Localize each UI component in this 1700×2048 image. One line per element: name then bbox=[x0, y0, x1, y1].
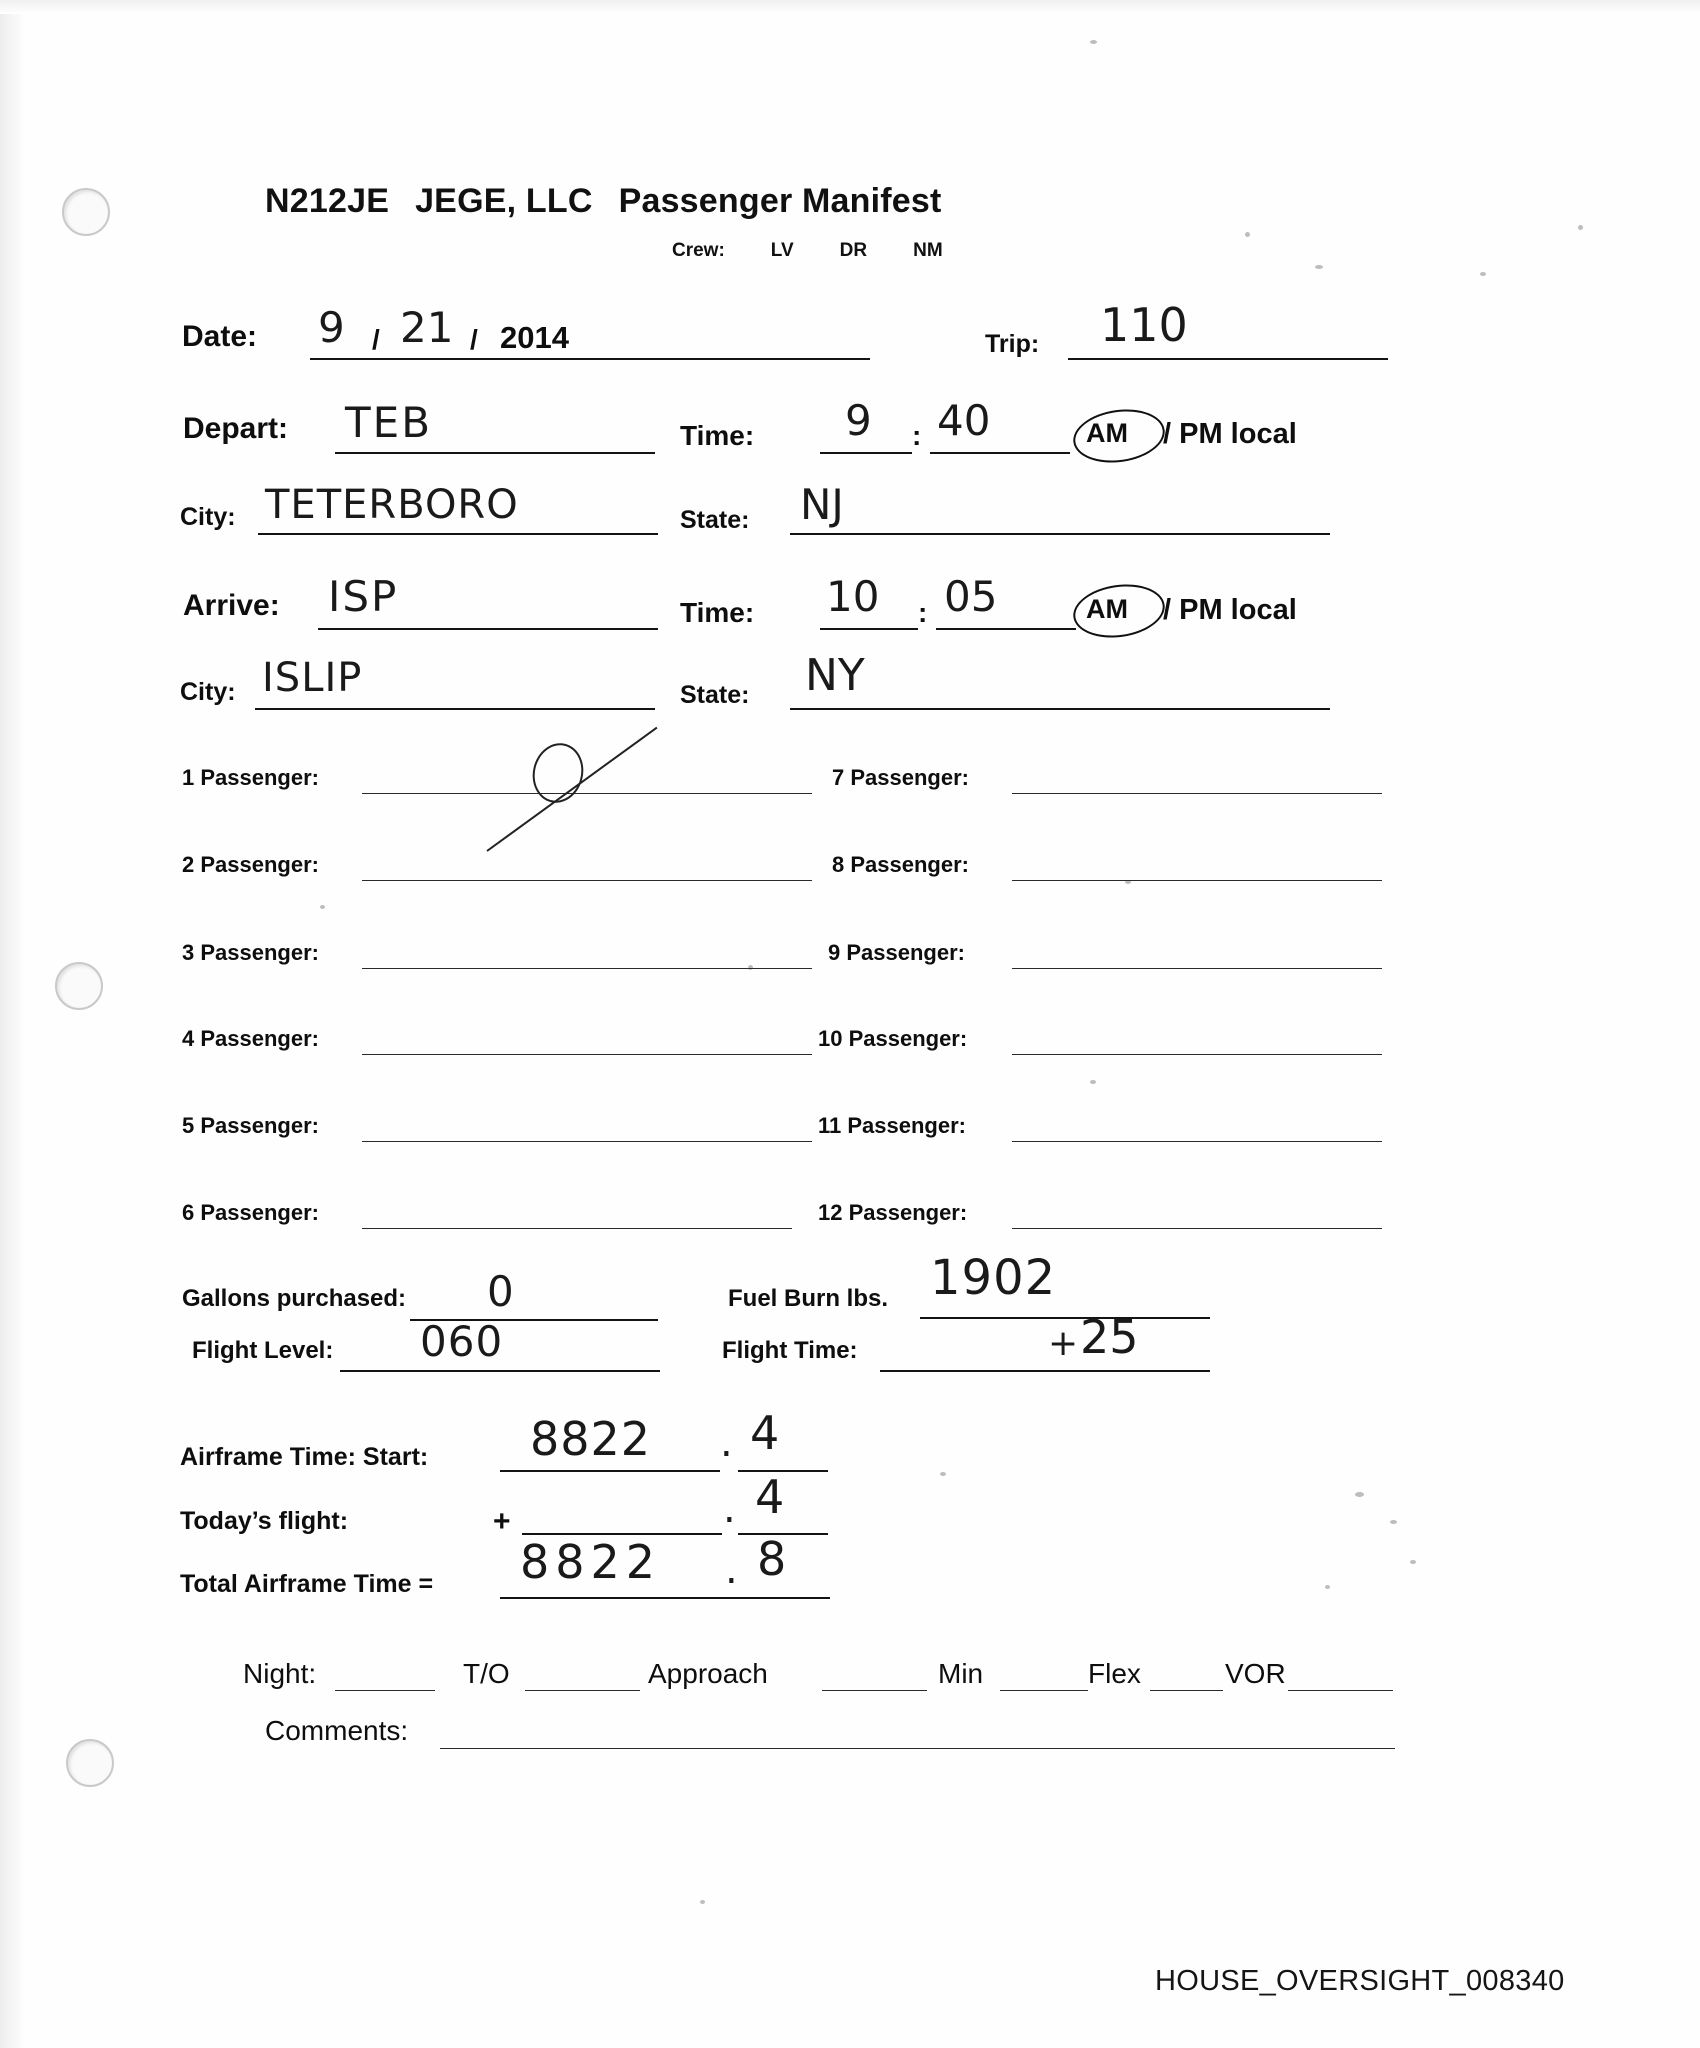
scan-speck bbox=[1325, 1585, 1330, 1589]
scan-speck bbox=[1390, 1520, 1397, 1524]
date-slash-1: / bbox=[372, 324, 380, 355]
arrive-min-rule bbox=[936, 628, 1076, 630]
fuel-burn-rule bbox=[920, 1317, 1210, 1319]
passenger-label-4: 4 Passenger: bbox=[182, 1026, 319, 1051]
date-month-value: 9 bbox=[318, 303, 345, 352]
todays-flight-frac: 4 bbox=[755, 1470, 785, 1524]
arrive-ampm-text: / PM local bbox=[1163, 594, 1297, 626]
depart-label: Depart: bbox=[183, 412, 289, 445]
vor-label: VOR bbox=[1225, 1658, 1286, 1689]
passenger-label-8: 8 Passenger: bbox=[832, 852, 969, 877]
passenger-label-5: 5 Passenger: bbox=[182, 1113, 319, 1138]
date-slash-2: / bbox=[470, 324, 478, 355]
passenger-rule-4 bbox=[362, 1054, 812, 1055]
total-airframe-whole: 8822 bbox=[520, 1535, 662, 1589]
comments-label: Comments: bbox=[265, 1715, 409, 1746]
approach-rule bbox=[822, 1690, 927, 1691]
depart-city-value: TETERBORO bbox=[265, 482, 519, 528]
airframe-start-label: Airframe Time: Start: bbox=[180, 1443, 429, 1471]
scan-speck bbox=[1245, 232, 1250, 237]
scan-speck bbox=[940, 1472, 946, 1476]
total-airframe-label: Total Airframe Time = bbox=[180, 1570, 434, 1598]
depart-city-rule bbox=[258, 533, 658, 535]
crew-member-3: NM bbox=[913, 240, 943, 261]
depart-field-rule bbox=[335, 452, 655, 454]
arrive-state-rule bbox=[790, 708, 1330, 710]
date-year-value: 2014 bbox=[500, 320, 569, 355]
arrive-airport-value: ISP bbox=[328, 572, 399, 621]
arrive-time-min: 05 bbox=[944, 572, 998, 621]
depart-state-label: State: bbox=[680, 506, 750, 534]
punch-hole-bottom bbox=[66, 1739, 114, 1787]
flight-time-label: Flight Time: bbox=[722, 1337, 858, 1364]
operator-name: JEGE, LLC bbox=[415, 182, 593, 220]
arrive-time-hour: 10 bbox=[826, 572, 880, 621]
comments-rule bbox=[440, 1748, 1395, 1749]
scan-speck bbox=[1578, 225, 1583, 230]
passenger-label-1: 1 Passenger: bbox=[182, 765, 319, 790]
passenger-label-11: 11 Passenger: bbox=[818, 1113, 966, 1138]
passenger-rule-2 bbox=[362, 880, 812, 881]
arrive-hour-rule bbox=[820, 628, 918, 630]
depart-time-min: 40 bbox=[937, 396, 991, 445]
scan-speck bbox=[1090, 40, 1097, 44]
punch-hole-middle bbox=[55, 962, 103, 1010]
depart-time-colon: : bbox=[912, 420, 922, 451]
passenger-rule-11 bbox=[1012, 1141, 1382, 1142]
flex-rule bbox=[1150, 1690, 1223, 1691]
flex-label: Flex bbox=[1088, 1658, 1141, 1689]
depart-time-label: Time: bbox=[680, 420, 755, 451]
todays-flight-dot: . bbox=[723, 1486, 736, 1532]
flight-time-value: 25 bbox=[1080, 1310, 1139, 1364]
passenger-label-9: 9 Passenger: bbox=[828, 940, 965, 965]
flight-time-rule bbox=[880, 1370, 1210, 1372]
trip-field-rule bbox=[1068, 358, 1388, 360]
passenger-label-7: 7 Passenger: bbox=[832, 765, 969, 790]
scan-edge-shading-top bbox=[0, 0, 1700, 14]
crew-line bbox=[672, 240, 943, 262]
arrive-state-label: State: bbox=[680, 681, 750, 709]
arrive-city-label: City: bbox=[180, 678, 236, 706]
scan-speck bbox=[700, 1900, 705, 1904]
todays-flight-plus: + bbox=[493, 1505, 511, 1538]
depart-state-rule bbox=[790, 533, 1330, 535]
total-airframe-frac: 8 bbox=[757, 1532, 787, 1586]
takeoff-label: T/O bbox=[463, 1658, 510, 1689]
trip-value: 110 bbox=[1100, 298, 1188, 352]
airframe-start-frac: 4 bbox=[750, 1406, 780, 1460]
approach-label: Approach bbox=[648, 1658, 768, 1689]
bates-stamp: HOUSE_OVERSIGHT_008340 bbox=[1155, 1965, 1565, 1997]
scan-speck bbox=[1480, 272, 1486, 276]
arrive-time-colon: : bbox=[918, 597, 928, 628]
night-label: Night: bbox=[243, 1658, 317, 1689]
scan-speck bbox=[1315, 265, 1323, 269]
date-day-value: 21 bbox=[400, 303, 454, 352]
total-airframe-rule bbox=[500, 1597, 830, 1599]
tail-number: N212JE bbox=[265, 182, 390, 220]
passenger-rule-8 bbox=[1012, 880, 1382, 881]
passenger-rule-12 bbox=[1012, 1228, 1382, 1229]
scan-speck bbox=[1090, 1080, 1096, 1084]
passenger-rule-1 bbox=[362, 793, 812, 794]
passenger-label-6: 6 Passenger: bbox=[182, 1200, 319, 1225]
takeoff-rule bbox=[525, 1690, 640, 1691]
airframe-start-dot: . bbox=[720, 1420, 733, 1466]
depart-hour-rule bbox=[820, 452, 912, 454]
arrive-field-rule bbox=[318, 628, 658, 630]
depart-time-hour: 9 bbox=[845, 396, 872, 445]
passenger-label-2: 2 Passenger: bbox=[182, 852, 319, 877]
gallons-purchased-value: 0 bbox=[487, 1267, 514, 1316]
passenger-label-12: 12 Passenger: bbox=[818, 1200, 968, 1225]
date-field-rule bbox=[310, 358, 870, 360]
min-label: Min bbox=[938, 1658, 984, 1689]
min-rule bbox=[1000, 1690, 1088, 1691]
arrive-label: Arrive: bbox=[183, 589, 280, 622]
scan-edge-shading-left bbox=[0, 0, 26, 2048]
depart-ampm-text: / PM local bbox=[1163, 418, 1297, 450]
passenger-rule-7 bbox=[1012, 793, 1382, 794]
form-title bbox=[265, 182, 942, 221]
passenger-rule-9 bbox=[1012, 968, 1382, 969]
date-label: Date: bbox=[182, 320, 258, 353]
fuel-burn-label: Fuel Burn lbs. bbox=[728, 1285, 889, 1312]
crew-member-1: LV bbox=[770, 240, 794, 261]
passenger-label-10: 10 Passenger: bbox=[818, 1026, 968, 1051]
todays-flight-label: Today’s flight: bbox=[180, 1507, 349, 1535]
gallons-purchased-label: Gallons purchased: bbox=[182, 1285, 407, 1312]
arrive-city-rule bbox=[255, 708, 655, 710]
flight-time-plus: + bbox=[1048, 1323, 1079, 1364]
airframe-start-whole: 8822 bbox=[530, 1412, 652, 1466]
depart-city-label: City: bbox=[180, 503, 236, 531]
no-passengers-zero-mark bbox=[526, 738, 589, 808]
airframe-start-rule bbox=[500, 1470, 720, 1472]
passenger-rule-5 bbox=[362, 1141, 812, 1142]
depart-min-rule bbox=[930, 452, 1070, 454]
total-airframe-dot: . bbox=[725, 1547, 738, 1593]
flight-level-value: 060 bbox=[420, 1317, 504, 1366]
depart-ampm-selected: AM bbox=[1086, 418, 1128, 448]
depart-state-value: NJ bbox=[800, 480, 844, 529]
flight-level-label: Flight Level: bbox=[192, 1337, 334, 1364]
scan-speck bbox=[320, 905, 325, 909]
passenger-rule-3 bbox=[362, 968, 812, 969]
passenger-rule-6 bbox=[362, 1228, 792, 1229]
punch-hole-top bbox=[62, 188, 110, 236]
trip-label: Trip: bbox=[985, 330, 1040, 358]
crew-member-2: DR bbox=[839, 240, 868, 261]
document-title: Passenger Manifest bbox=[618, 182, 942, 220]
arrive-city-value: ISLIP bbox=[262, 655, 363, 701]
scan-speck bbox=[1410, 1560, 1416, 1564]
flight-level-rule bbox=[340, 1370, 660, 1372]
arrive-ampm-selected: AM bbox=[1086, 594, 1128, 624]
scan-speck bbox=[1355, 1492, 1364, 1497]
depart-airport-value: TEB bbox=[345, 398, 433, 447]
night-rule bbox=[335, 1690, 435, 1691]
fuel-burn-value: 1902 bbox=[930, 1250, 1057, 1306]
vor-rule bbox=[1288, 1690, 1393, 1691]
arrive-state-value: NY bbox=[805, 650, 865, 701]
arrive-time-label: Time: bbox=[680, 597, 755, 628]
passenger-rule-10 bbox=[1012, 1054, 1382, 1055]
crew-label: Crew: bbox=[672, 240, 725, 261]
passenger-label-3: 3 Passenger: bbox=[182, 940, 319, 965]
